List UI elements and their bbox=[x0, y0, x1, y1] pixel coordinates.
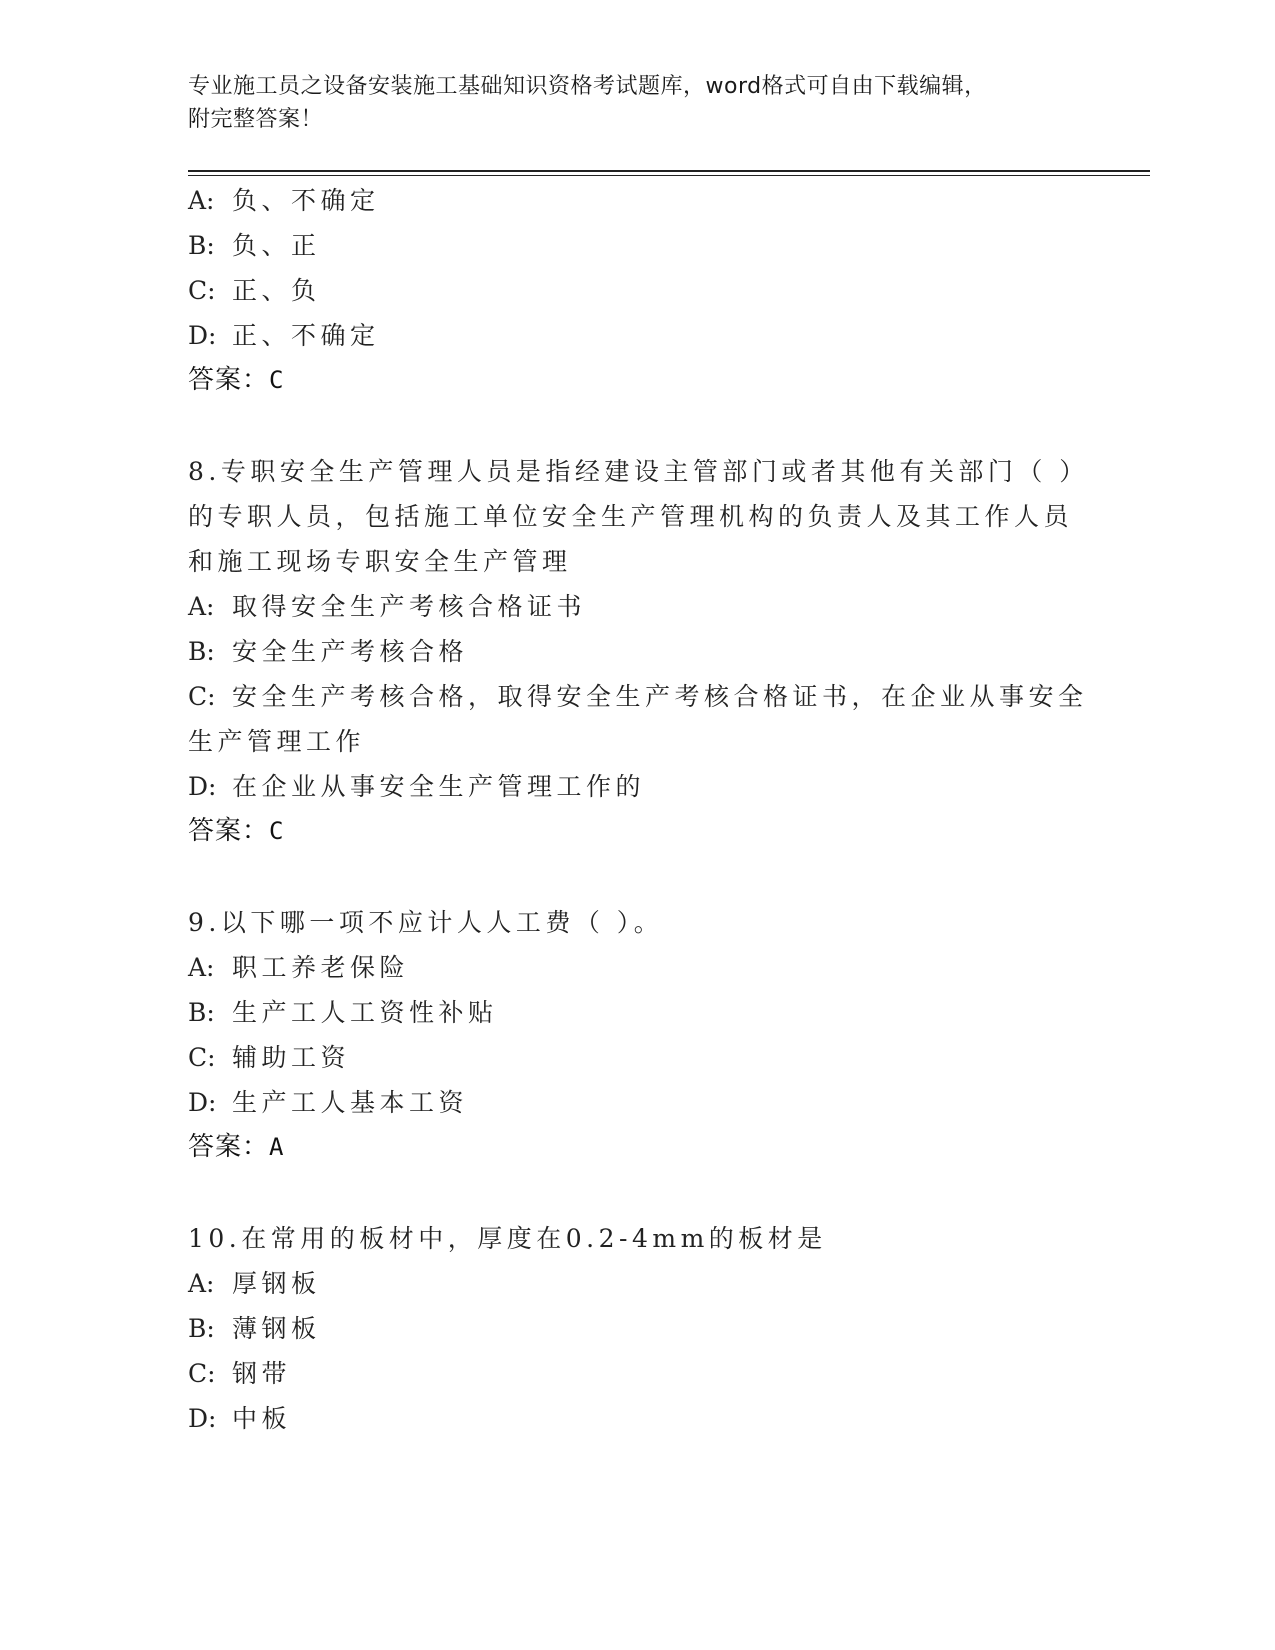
option-d: D: 生产工人基本工资 bbox=[188, 1088, 469, 1117]
option-c: C: 正、负 bbox=[188, 276, 321, 305]
answer: 答案：C bbox=[188, 816, 284, 846]
question-7 bbox=[188, 178, 1148, 403]
question-text-line: 8.专职安全生产管理人员是指经建设主管部门或者其他有关部门（ ） bbox=[188, 457, 1089, 486]
option-d: D: 在企业从事安全生产管理工作的 bbox=[188, 772, 646, 801]
option-b: B: 生产工人工资性补贴 bbox=[188, 998, 498, 1027]
option-c: C: 钢带 bbox=[188, 1359, 292, 1388]
option-a: A: 职工养老保险 bbox=[188, 953, 410, 982]
option-a: A: 厚钢板 bbox=[188, 1269, 321, 1298]
option-b: B: 安全生产考核合格 bbox=[188, 637, 469, 666]
question-10 bbox=[188, 1216, 1148, 1441]
option-c: C: 安全生产考核合格，取得安全生产考核合格证书，在企业从事安全 bbox=[188, 682, 1088, 711]
question-list bbox=[188, 178, 1148, 1441]
header-line-2: 附完整答案！ bbox=[188, 107, 324, 132]
answer: 答案：A bbox=[188, 1132, 284, 1162]
question-text: 10.在常用的板材中，厚度在0.2-4mm的板材是 bbox=[188, 1224, 827, 1253]
header-divider bbox=[188, 170, 1150, 172]
option-d: D: 正、不确定 bbox=[188, 321, 380, 350]
question-8 bbox=[188, 449, 1148, 854]
question-text: 9.以下哪一项不应计人人工费（ ）。 bbox=[188, 908, 664, 937]
document-page bbox=[188, 70, 1148, 1441]
answer: 答案：C bbox=[188, 365, 284, 395]
option-c-continuation: 生产管理工作 bbox=[188, 727, 366, 756]
option-c: C: 辅助工资 bbox=[188, 1043, 351, 1072]
option-d: D: 中板 bbox=[188, 1404, 292, 1433]
option-b: B: 负、正 bbox=[188, 231, 321, 260]
option-b: B: 薄钢板 bbox=[188, 1314, 321, 1343]
document-header bbox=[188, 70, 1148, 136]
option-a: A: 取得安全生产考核合格证书 bbox=[188, 592, 587, 621]
header-line-1: 专业施工员之设备安装施工基础知识资格考试题库，word格式可自由下载编辑， bbox=[188, 74, 987, 99]
question-9 bbox=[188, 900, 1148, 1170]
question-text-line: 的专职人员，包括施工单位安全生产管理机构的负责人及其工作人员 bbox=[188, 502, 1074, 531]
question-text-line: 和施工现场专职安全生产管理 bbox=[188, 547, 572, 576]
option-a: A: 负、不确定 bbox=[188, 186, 380, 215]
